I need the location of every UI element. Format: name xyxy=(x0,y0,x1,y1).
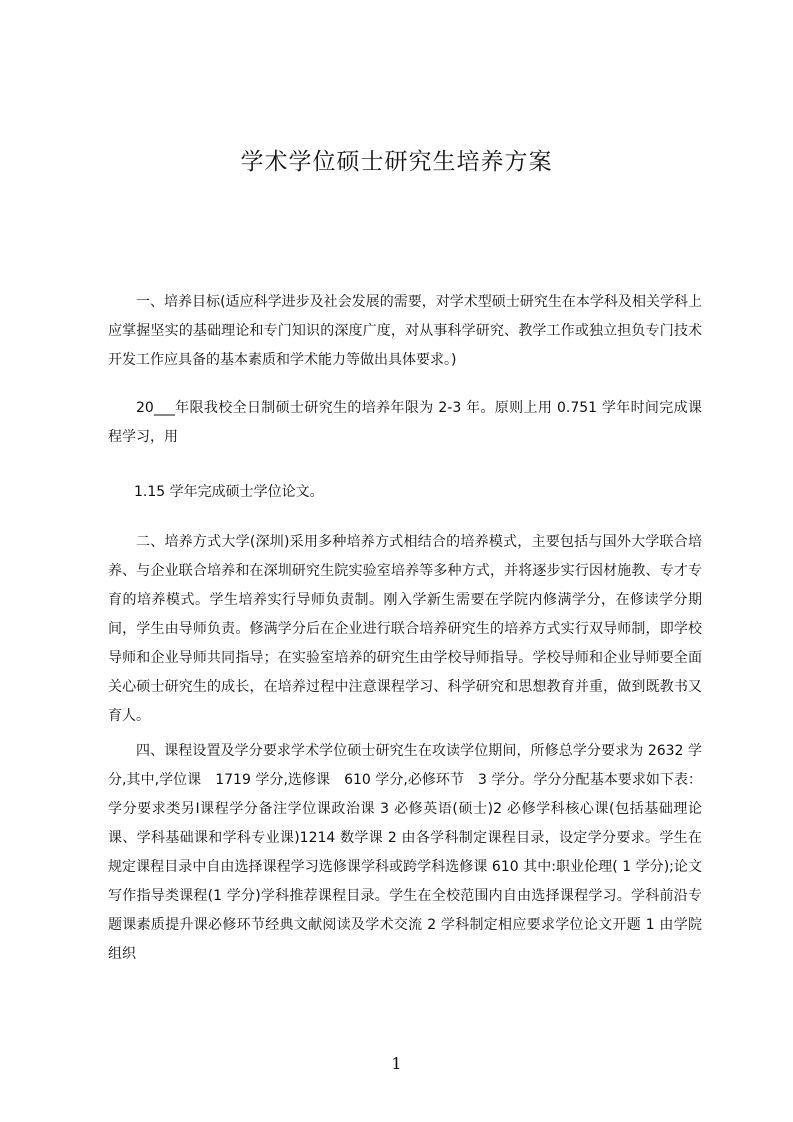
paragraph-thesis-duration: 1.15 学年完成硕士学位论文。 xyxy=(134,484,324,500)
paragraph-duration: 20___年限我校全日制硕士研究生的培养年限为 2-3 年。原则上用 0.751 学年时间完成课程学习，用 xyxy=(108,400,702,445)
paragraph-course-credits: 四、课程设置及学分要求学术学位硕士研究生在攻读学位期间，所修总学分要求为 2632 学分,其中,学位课 1719 学分,选修课 610 学分,必修环节 3 学分。学分分配基本要求如下表：学分要求类另Ⅰ课程学分备注学位课政治课 3 必修英语(硕士)2 必修学科核心课(包括基础理论课、学科基础课和学科专业课)1214 数学课 2 由各学科制定课程目录，设定学分要求。学生在规定课程目录中自由选择课程学习选修课学科或跨学科选修课 610 其中:职业伦理( 1 学分);论文写作指导类课程(1 学分)学科推荐课程目录。学生在全校范围内自由选择课程学习。学科前沿专题课素质提升课必修环节经典文献阅读及学术交流 2 学科制定相应要求学位论文开题 1 由学院组织 xyxy=(108,743,702,962)
document-title: 学术学位硕士研究生培养方案 xyxy=(240,149,553,175)
paragraph-training-goals: 一、培养目标(适应科学进步及社会发展的需要，对学术型硕士研究生在本学科及相关学科上应掌握坚实的基础理论和专门知识的深度广度，对从事科学研究、教学工作或独立担负专门技术开发工作应具备的基本素质和学术能力等做出具体要求。) xyxy=(108,294,702,368)
paragraph-training-methods: 二、培养方式大学(深圳)采用多种培养方式相结合的培养模式，主要包括与国外大学联合培养、与企业联合培养和在深圳研究生院实验室培养等多种方式，并将逐步实行因材施教、专才专育的培养模式。学生培养实行导师负责制。刚入学新生需要在学院内修满学分，在修读学分期间，学生由导师负责。修满学分后在企业进行联合培养研究生的培养方式实行双导师制，即学校导师和企业导师共同指导；在实验室培养的研究生由学校导师指导。学校导师和企业导师要全面关心硕士研究生的成长，在培养过程中注意课程学习、科学研究和思想教育并重，做到既教书又育人。 xyxy=(108,534,702,724)
page-number: 1 xyxy=(391,1054,402,1073)
